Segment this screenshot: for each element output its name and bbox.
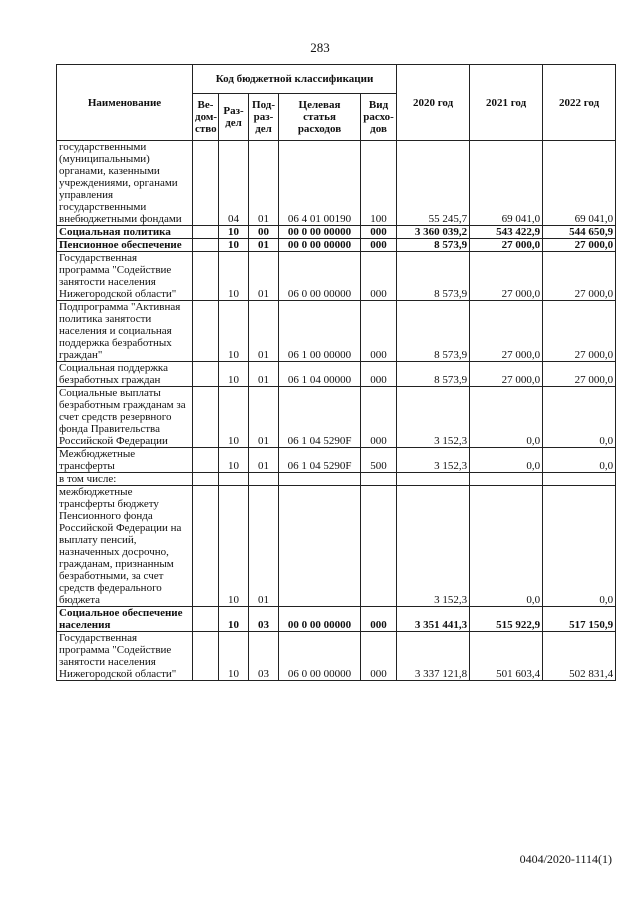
cell-target-article: 00 0 00 00000 xyxy=(279,226,361,239)
cell-expense-type: 000 xyxy=(361,362,397,387)
cell-target-article xyxy=(279,486,361,607)
header-razdel: Раз-дел xyxy=(219,94,249,141)
cell-podrazdel: 01 xyxy=(249,239,279,252)
cell-target-article: 06 1 04 5290F xyxy=(279,387,361,448)
cell-2020: 8 573,9 xyxy=(397,252,470,301)
cell-2022: 0,0 xyxy=(543,448,616,473)
cell-2020: 8 573,9 xyxy=(397,239,470,252)
table-row xyxy=(57,362,616,387)
cell-razdel: 04 xyxy=(219,141,249,226)
cell-2021: 0,0 xyxy=(470,486,543,607)
cell-razdel: 10 xyxy=(219,362,249,387)
cell-name: Подпрограмма "Активная политика занятости населения и социальная поддержка безработных граждан" xyxy=(57,301,193,362)
cell-name: Социальные выплаты безработным гражданам за счет средств резервного фонда Правительства Российской Федерации xyxy=(57,387,193,448)
cell-expense-type: 000 xyxy=(361,252,397,301)
cell-razdel: 10 xyxy=(219,607,249,632)
table-row xyxy=(57,301,616,362)
cell-target-article: 06 1 04 00000 xyxy=(279,362,361,387)
cell-2021: 0,0 xyxy=(470,387,543,448)
cell-2022 xyxy=(543,473,616,486)
cell-2020: 3 337 121,8 xyxy=(397,632,470,681)
cell-podrazdel: 01 xyxy=(249,448,279,473)
cell-2022: 69 041,0 xyxy=(543,141,616,226)
header-podrazdel: Под-раз-дел xyxy=(249,94,279,141)
cell-2021: 515 922,9 xyxy=(470,607,543,632)
table-row xyxy=(57,632,616,681)
cell-expense-type: 000 xyxy=(361,607,397,632)
cell-2021: 27 000,0 xyxy=(470,252,543,301)
cell-podrazdel: 01 xyxy=(249,486,279,607)
cell-razdel: 10 xyxy=(219,252,249,301)
cell-podrazdel: 03 xyxy=(249,632,279,681)
cell-expense-type: 000 xyxy=(361,226,397,239)
cell-razdel: 10 xyxy=(219,301,249,362)
header-classification-group: Код бюджетной классификации xyxy=(193,65,397,94)
header-name: Наименование xyxy=(57,65,193,141)
cell-2022: 0,0 xyxy=(543,486,616,607)
cell-2020: 3 152,3 xyxy=(397,387,470,448)
cell-razdel: 10 xyxy=(219,387,249,448)
cell-vedomstvo xyxy=(193,141,219,226)
cell-name: государственными (муниципальными) органами, казенными учреждениями, органами управления государственными внебюджетными фондами xyxy=(57,141,193,226)
cell-name: Социальная поддержка безработных граждан xyxy=(57,362,193,387)
cell-2022: 27 000,0 xyxy=(543,301,616,362)
header-2021: 2021 год xyxy=(470,65,543,141)
cell-podrazdel: 01 xyxy=(249,252,279,301)
cell-expense-type: 500 xyxy=(361,448,397,473)
cell-2022: 502 831,4 xyxy=(543,632,616,681)
cell-vedomstvo xyxy=(193,387,219,448)
header-vedomstvo: Ве-дом-ство xyxy=(193,94,219,141)
cell-name: в том числе: xyxy=(57,473,193,486)
cell-2021: 69 041,0 xyxy=(470,141,543,226)
cell-2022: 544 650,9 xyxy=(543,226,616,239)
cell-podrazdel: 01 xyxy=(249,362,279,387)
cell-expense-type: 100 xyxy=(361,141,397,226)
table-row xyxy=(57,607,616,632)
cell-2020: 3 152,3 xyxy=(397,448,470,473)
cell-2021: 27 000,0 xyxy=(470,301,543,362)
cell-target-article: 06 1 04 5290F xyxy=(279,448,361,473)
cell-podrazdel: 01 xyxy=(249,387,279,448)
cell-vedomstvo xyxy=(193,448,219,473)
cell-2022: 27 000,0 xyxy=(543,252,616,301)
header-2022: 2022 год xyxy=(543,65,616,141)
cell-vedomstvo xyxy=(193,362,219,387)
table-row xyxy=(57,486,616,607)
cell-2022: 27 000,0 xyxy=(543,239,616,252)
cell-2021: 0,0 xyxy=(470,448,543,473)
cell-razdel: 10 xyxy=(219,239,249,252)
cell-2021: 27 000,0 xyxy=(470,239,543,252)
cell-podrazdel: 01 xyxy=(249,141,279,226)
table-row xyxy=(57,387,616,448)
cell-2020: 3 360 039,2 xyxy=(397,226,470,239)
cell-vedomstvo xyxy=(193,239,219,252)
cell-target-article: 06 1 00 00000 xyxy=(279,301,361,362)
cell-2022: 517 150,9 xyxy=(543,607,616,632)
cell-2022: 0,0 xyxy=(543,387,616,448)
cell-expense-type: 000 xyxy=(361,239,397,252)
cell-target-article xyxy=(279,473,361,486)
cell-2021: 543 422,9 xyxy=(470,226,543,239)
table-row xyxy=(57,239,616,252)
cell-2020: 8 573,9 xyxy=(397,301,470,362)
table-row xyxy=(57,252,616,301)
header-expense-type: Вид расхо-дов xyxy=(361,94,397,141)
cell-name: Социальное обеспечение населения xyxy=(57,607,193,632)
cell-razdel xyxy=(219,473,249,486)
cell-name: Пенсионное обеспечение xyxy=(57,239,193,252)
cell-name: Межбюджетные трансферты xyxy=(57,448,193,473)
cell-expense-type: 000 xyxy=(361,301,397,362)
cell-podrazdel: 01 xyxy=(249,301,279,362)
cell-expense-type: 000 xyxy=(361,632,397,681)
cell-expense-type xyxy=(361,486,397,607)
page-number: 283 xyxy=(310,40,330,55)
cell-2020: 3 152,3 xyxy=(397,486,470,607)
cell-vedomstvo xyxy=(193,486,219,607)
cell-podrazdel xyxy=(249,473,279,486)
cell-expense-type: 000 xyxy=(361,387,397,448)
header-target-article: Целевая статья расходов xyxy=(279,94,361,141)
table-row xyxy=(57,141,616,226)
table-row xyxy=(57,226,616,239)
cell-2021 xyxy=(470,473,543,486)
cell-razdel: 10 xyxy=(219,448,249,473)
cell-2020 xyxy=(397,473,470,486)
cell-name: Государственная программа "Содействие занятости населения Нижегородской области" xyxy=(57,252,193,301)
cell-2020: 3 351 441,3 xyxy=(397,607,470,632)
cell-vedomstvo xyxy=(193,301,219,362)
budget-table xyxy=(56,64,616,681)
cell-target-article: 06 4 01 00190 xyxy=(279,141,361,226)
table-row xyxy=(57,473,616,486)
cell-vedomstvo xyxy=(193,252,219,301)
cell-2020: 55 245,7 xyxy=(397,141,470,226)
cell-target-article: 00 0 00 00000 xyxy=(279,239,361,252)
table-row xyxy=(57,448,616,473)
cell-2020: 8 573,9 xyxy=(397,362,470,387)
cell-vedomstvo xyxy=(193,226,219,239)
cell-target-article: 00 0 00 00000 xyxy=(279,607,361,632)
cell-name: Социальная политика xyxy=(57,226,193,239)
document-code: 0404/2020-1114(1) xyxy=(519,852,612,866)
header-2020: 2020 год xyxy=(397,65,470,141)
cell-2022: 27 000,0 xyxy=(543,362,616,387)
cell-target-article: 06 0 00 00000 xyxy=(279,252,361,301)
cell-podrazdel: 00 xyxy=(249,226,279,239)
cell-razdel: 10 xyxy=(219,226,249,239)
cell-name: межбюджетные трансферты бюджету Пенсионного фонда Российской Федерации на выплату пенсий, назначенных досрочно, гражданам, признанным безработными, за счет средств федерального бюджета xyxy=(57,486,193,607)
cell-2021: 27 000,0 xyxy=(470,362,543,387)
cell-vedomstvo xyxy=(193,607,219,632)
cell-name: Государственная программа "Содействие занятости населения Нижегородской области" xyxy=(57,632,193,681)
cell-vedomstvo xyxy=(193,632,219,681)
cell-vedomstvo xyxy=(193,473,219,486)
cell-target-article: 06 0 00 00000 xyxy=(279,632,361,681)
table-body xyxy=(57,141,616,681)
cell-expense-type xyxy=(361,473,397,486)
cell-podrazdel: 03 xyxy=(249,607,279,632)
cell-razdel: 10 xyxy=(219,486,249,607)
cell-razdel: 10 xyxy=(219,632,249,681)
cell-2021: 501 603,4 xyxy=(470,632,543,681)
